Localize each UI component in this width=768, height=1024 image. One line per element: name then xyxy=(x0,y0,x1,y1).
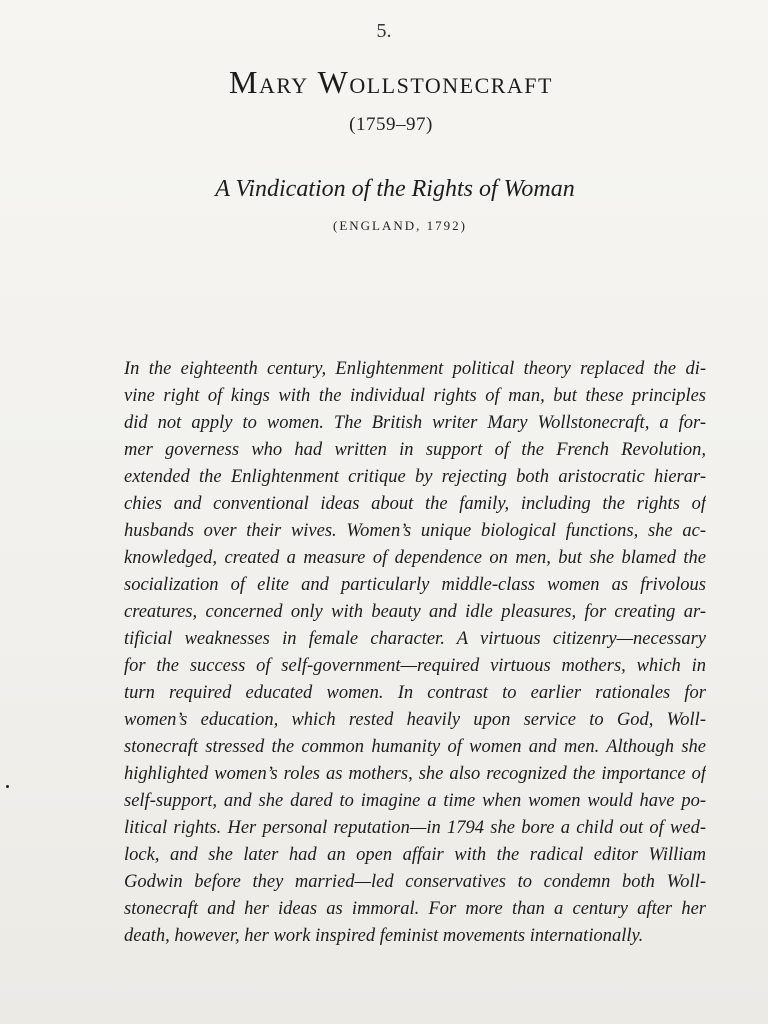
intro-line: lock, and she later had an open affair with the radical editor William xyxy=(124,845,706,865)
intro-paragraph xyxy=(124,356,706,950)
intro-line: extended the Enlightenment critique by rejecting both aristocratic hierar- xyxy=(124,467,706,487)
intro-line: knowledged, created a measure of dependence on men, but she blamed the xyxy=(124,548,706,568)
work-origin: (ENGLAND, 1792) xyxy=(333,218,467,233)
intro-line: turn required educated women. In contrast to earlier rationales for xyxy=(124,683,706,703)
intro-line: highlighted women’s roles as mothers, she also recognized the importance of xyxy=(124,764,706,784)
intro-line: socialization of elite and particularly middle-class women as frivolous xyxy=(124,575,706,595)
intro-line: women’s education, which rested heavily upon service to God, Woll- xyxy=(124,710,706,730)
author-dates: (1759–97) xyxy=(349,114,433,135)
intro-line: tificial weaknesses in female character. A virtuous citizenry—necessary xyxy=(124,629,706,649)
intro-line: litical rights. Her personal reputation—in 1794 she bore a child out of wed- xyxy=(124,818,706,838)
chapter-number: 5. xyxy=(376,20,392,42)
intro-line: In the eighteenth century, Enlightenment political theory replaced the di- xyxy=(124,359,706,379)
intro-line: vine right of kings with the individual rights of man, but these principles xyxy=(124,386,706,406)
margin-mark xyxy=(6,785,9,788)
intro-line: stonecraft stressed the common humanity of women and men. Although she xyxy=(124,737,706,757)
intro-line: husbands over their wives. Women’s unique biological functions, she ac- xyxy=(124,521,706,541)
intro-line: death, however, her work inspired feminist movements internationally. xyxy=(124,926,644,946)
intro-line: stonecraft and her ideas as immoral. For more than a century after her xyxy=(124,899,706,919)
intro-line: creatures, concerned only with beauty and idle pleasures, for creating ar- xyxy=(124,602,706,622)
intro-line: chies and conventional ideas about the family, including the rights of xyxy=(124,494,706,514)
intro-line: Godwin before they married—led conservatives to condemn both Woll- xyxy=(124,872,706,892)
intro-line: self-support, and she dared to imagine a time when women would have po- xyxy=(124,791,706,811)
author-name: Mary Wollstonecraft xyxy=(229,64,553,100)
intro-line: did not apply to women. The British writer Mary Wollstonecraft, a for- xyxy=(124,413,706,433)
work-title: A Vindication of the Rights of Woman xyxy=(215,176,575,202)
intro-line: for the success of self-government—required virtuous mothers, which in xyxy=(124,656,706,676)
intro-line: mer governess who had written in support of the French Revolution, xyxy=(124,440,706,460)
